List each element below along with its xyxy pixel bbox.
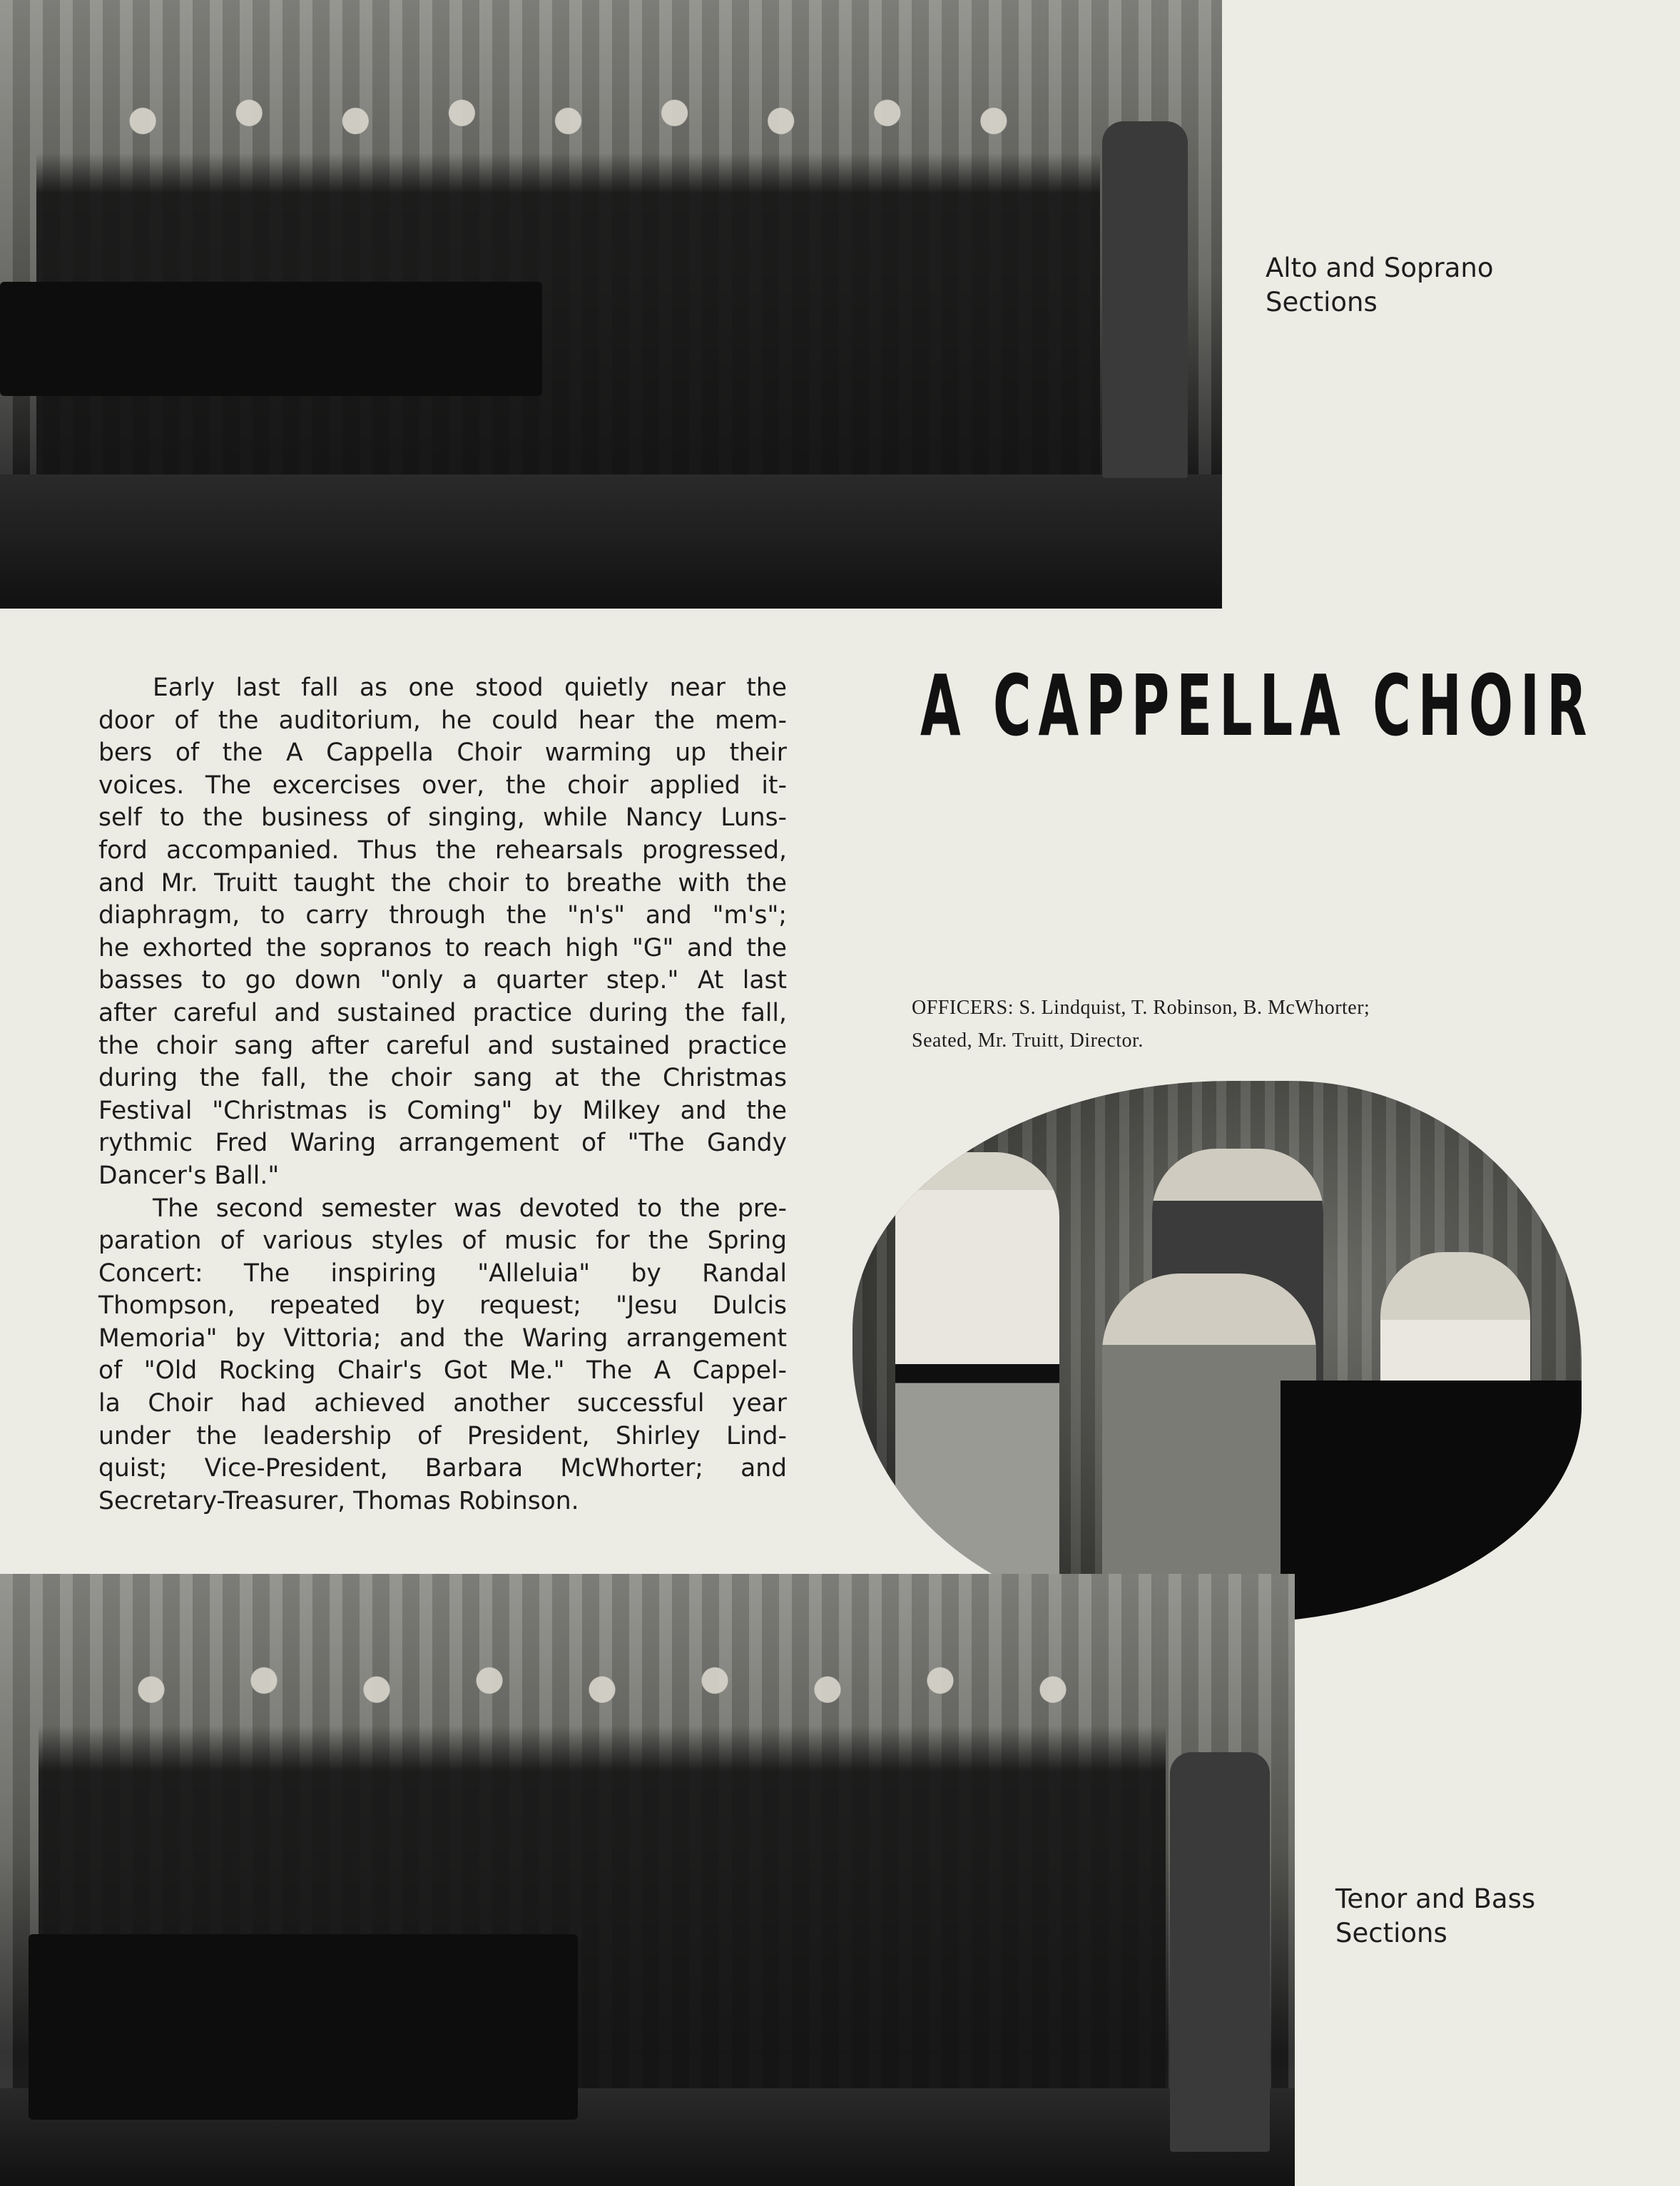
- story-line: Memoria" by Vittoria; and the Waring arrangement: [98, 1323, 787, 1353]
- story-line: the choir sang after careful and sustained practice: [98, 1031, 787, 1060]
- choir-members: [36, 73, 1099, 474]
- officers-photo: [852, 1081, 1582, 1623]
- grand-piano: [29, 1934, 578, 2120]
- director-figure: [1170, 1752, 1270, 2152]
- story-line: Secretary-Treasurer, Thomas Robinson.: [98, 1486, 579, 1515]
- story-line: rythmic Fred Waring arrangement of "The Gandy: [98, 1129, 787, 1158]
- story-line: Early last fall as one stood quietly near the: [153, 673, 787, 702]
- story-line: diaphragm, to carry through the "n's" and "m's";: [98, 901, 787, 930]
- story-line: bers of the A Cappella Choir warming up their: [98, 738, 787, 768]
- officer-figure-left: [895, 1152, 1059, 1623]
- alto-soprano-photo: [0, 0, 1222, 609]
- story-line: he exhorted the sopranos to reach high "G" and the: [98, 933, 787, 962]
- tenor-bass-photo: [0, 1574, 1295, 2186]
- story-line: quist; Vice-President, Barbara McWhorter; and: [98, 1454, 787, 1483]
- story-line: Festival "Christmas is Coming" by Milkey and the: [98, 1096, 787, 1125]
- story-line: basses to go down "only a quarter step." At last: [98, 966, 787, 995]
- officers-caption: OFFICERS: S. Lindquist, T. Robinson, B. McWhorter; Seated, Mr. Truitt, Director.: [912, 997, 1370, 1052]
- page-title: A CAPPELLA CHOIR: [920, 656, 1594, 755]
- story-line: and Mr. Truitt taught the choir to breathe with the: [98, 868, 787, 898]
- story-line: Concert: The inspiring "Alleluia" by Randal: [98, 1259, 787, 1288]
- alto-soprano-caption: Alto and Soprano Sections: [1266, 253, 1494, 317]
- choir-story: [98, 672, 787, 1518]
- tenor-bass-caption: Tenor and Bass Sections: [1335, 1883, 1536, 1948]
- story-line: paration of various styles of music for the Spring: [98, 1226, 787, 1256]
- story-line: The second semester was devoted to the pre-: [153, 1194, 787, 1223]
- story-line: after careful and sustained practice during the fall,: [98, 998, 787, 1027]
- story-line: during the fall, the choir sang at the Christmas: [98, 1064, 787, 1093]
- story-line: la Choir had achieved another successful year: [98, 1389, 787, 1418]
- story-line: of "Old Rocking Chair's Got Me." The A Cappel-: [98, 1356, 787, 1386]
- story-line: ford accompanied. Thus the rehearsals progressed,: [98, 835, 787, 865]
- story-line: voices. The excercises over, the choir applied it-: [98, 771, 787, 800]
- piano: [1281, 1381, 1582, 1623]
- stage-floor: [0, 474, 1222, 609]
- story-line: Dancer's Ball.": [98, 1161, 280, 1190]
- director-figure: [1102, 121, 1188, 478]
- story-line: door of the auditorium, he could hear the mem-: [98, 706, 787, 735]
- story-line: Thompson, repeated by request; "Jesu Dulcis: [98, 1291, 787, 1321]
- story-line: under the leadership of President, Shirley Lind-: [98, 1421, 787, 1450]
- story-line: self to the business of singing, while Nancy Luns-: [98, 803, 787, 833]
- grand-piano: [0, 282, 542, 396]
